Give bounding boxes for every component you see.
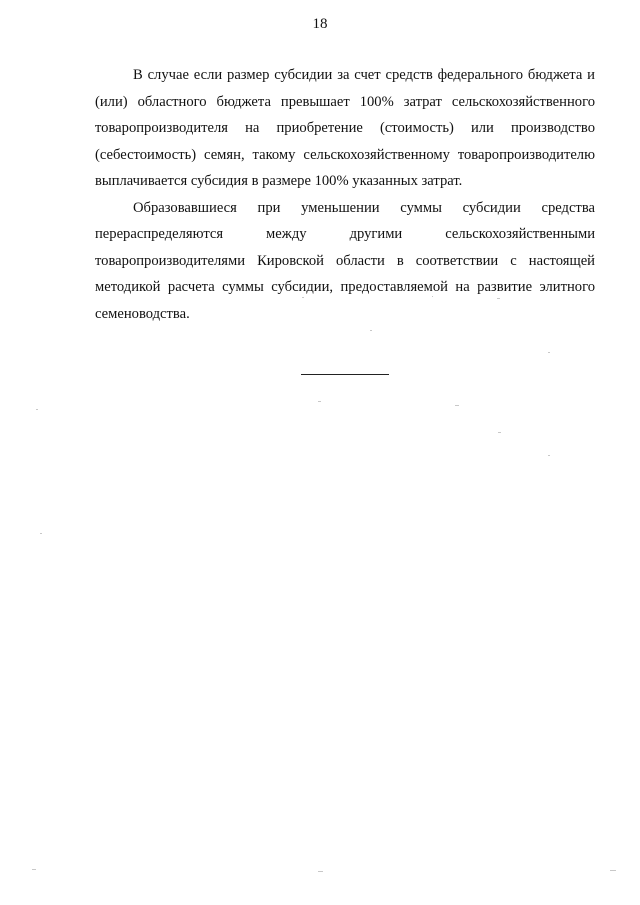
paragraph-redistribution: Образовавшиеся при уменьшении суммы субсидии средства перераспределяются между другими сельскохозяйственными товаропроизводителями Кировской области в соответствии с настоящей методикой расчета суммы субсидии, предоставляемой на развитие элитного семеноводства.	[95, 199, 595, 322]
document-body	[95, 62, 595, 327]
end-separator-line	[301, 374, 389, 375]
page-number: 18	[312, 16, 328, 32]
paragraph-subsidy-cap: В случае если размер субсидии за счет средств федерального бюджета и (или) областного бюджета превышает 100% затрат сельскохозяйственного товаропроизводителя на приобретение (стоимость) или производство (себестоимость) семян, такому сельскохозяйственному товаропроизводителю выплачивается субсидия в размере 100% указанных затрат.	[95, 67, 595, 189]
